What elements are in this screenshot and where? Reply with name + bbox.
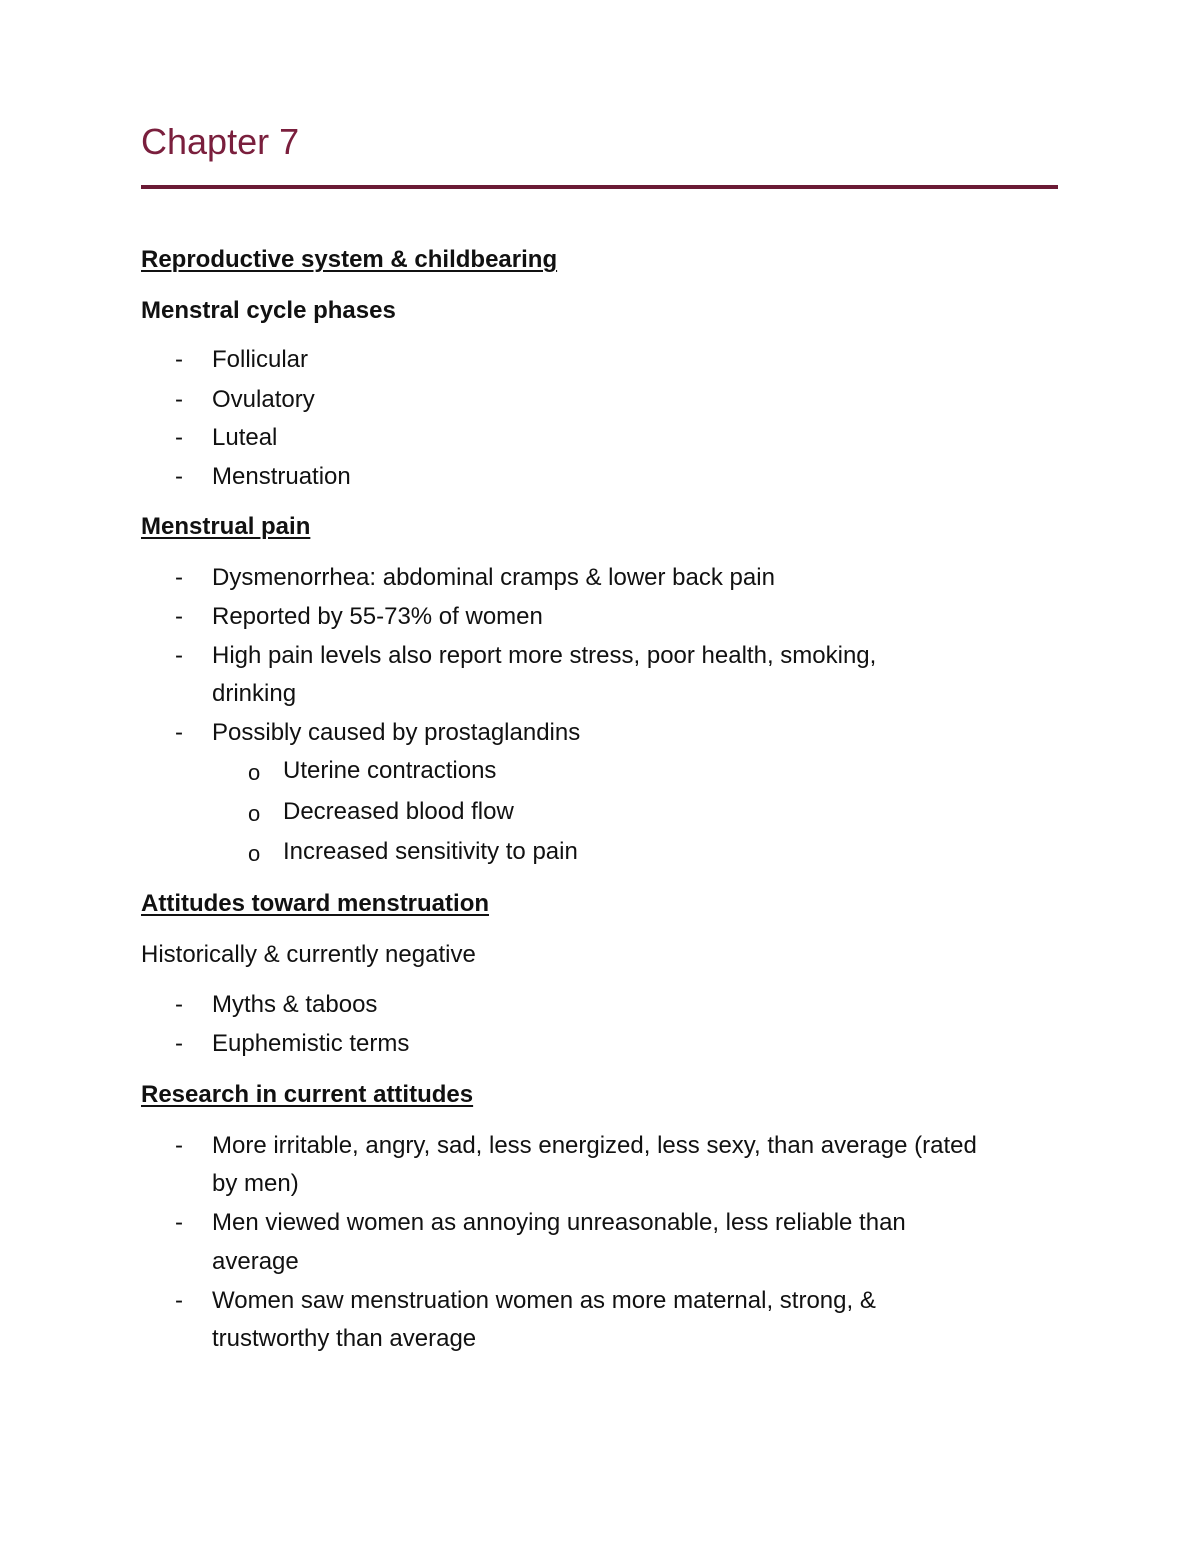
list-item: Ovulatory xyxy=(212,386,315,413)
bullet-marker: - xyxy=(175,1209,183,1236)
list-item: Luteal xyxy=(212,424,278,451)
bullet-marker: - xyxy=(175,1030,183,1057)
bullet-marker: - xyxy=(175,1132,183,1159)
list-item: Men viewed women as annoying unreasonable, less reliable than xyxy=(212,1209,906,1236)
subheading-menstral-cycle-phases: Menstral cycle phases xyxy=(141,297,396,324)
bullet-marker: - xyxy=(175,1287,183,1314)
section-heading-research: Research in current attitudes xyxy=(141,1081,474,1108)
bullet-marker: - xyxy=(175,642,183,669)
bullet-marker: - xyxy=(175,991,183,1018)
list-item: Dysmenorrhea: abdominal cramps & lower back pain xyxy=(212,564,775,591)
bullet-marker: - xyxy=(175,603,183,630)
list-item-continuation: drinking xyxy=(212,680,297,707)
bullet-marker: - xyxy=(175,346,183,373)
list-item: Euphemistic terms xyxy=(212,1030,410,1057)
section-heading-menstrual-pain: Menstrual pain xyxy=(141,513,311,540)
section-heading-reproductive-system: Reproductive system & childbearing xyxy=(141,246,558,273)
bullet-marker: - xyxy=(175,719,183,746)
sub-list-item: Increased sensitivity to pain xyxy=(283,838,578,865)
list-item: High pain levels also report more stress, poor health, smoking, xyxy=(212,642,877,669)
list-item-continuation: average xyxy=(212,1248,299,1275)
section-heading-attitudes: Attitudes toward menstruation xyxy=(141,890,490,917)
sub-bullet-marker: o xyxy=(248,841,261,866)
sub-list-item: Uterine contractions xyxy=(283,757,497,784)
list-item-continuation: by men) xyxy=(212,1170,299,1197)
list-item: Menstruation xyxy=(212,463,351,490)
list-item: Myths & taboos xyxy=(212,991,378,1018)
list-item: Follicular xyxy=(212,346,309,373)
bullet-marker: - xyxy=(175,386,183,413)
title-divider xyxy=(141,185,1058,189)
bullet-marker: - xyxy=(175,463,183,490)
list-item: Possibly caused by prostaglandins xyxy=(212,719,581,746)
list-item: Reported by 55-73% of women xyxy=(212,603,543,630)
sub-bullet-marker: o xyxy=(248,760,261,785)
bullet-marker: - xyxy=(175,424,183,451)
section-intro-text: Historically & currently negative xyxy=(141,941,476,968)
list-item-continuation: trustworthy than average xyxy=(212,1325,477,1352)
sub-bullet-marker: o xyxy=(248,801,261,826)
sub-list-item: Decreased blood flow xyxy=(283,798,514,825)
bullet-marker: - xyxy=(175,564,183,591)
list-item: Women saw menstruation women as more maternal, strong, & xyxy=(212,1287,876,1314)
page-title: Chapter 7 xyxy=(141,121,300,162)
list-item: More irritable, angry, sad, less energized, less sexy, than average (rated xyxy=(212,1132,977,1159)
